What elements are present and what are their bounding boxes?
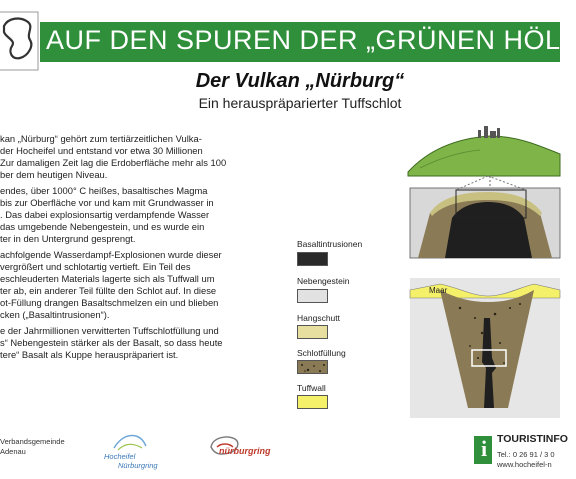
body-line: ter in den Untergrund gesprengt. <box>0 233 136 244</box>
crater-section-illustration <box>410 176 560 258</box>
vg-line-1: Verbandsgemeinde <box>0 437 65 446</box>
legend-swatch-schlotfuellung <box>297 360 328 374</box>
body-line: e der Jahrmillionen verwitterten Tuffschlotfüllung und <box>0 325 219 336</box>
body-line: tere“ Basalt als Kuppe herauspräpariert ist. <box>0 349 179 360</box>
legend-label-schlotfuellung: Schlotfüllung <box>297 348 346 358</box>
volcano-cross-section-diagram <box>400 118 560 418</box>
hocheifel-line-2: Nürburgring <box>118 461 158 470</box>
nuerburgring-wordmark: nürburgring <box>219 446 271 456</box>
body-line: s“ Nebengestein stärker als der Basalt, so dass heute <box>0 337 223 348</box>
touristinfo-website: www.hocheifel-n <box>497 460 552 469</box>
body-line: . Das dabei explosionsartig verdampfende Wasser <box>0 209 210 220</box>
legend-swatch-hangschutt <box>297 325 328 339</box>
body-line: ber dem heutigen Niveau. <box>0 169 108 180</box>
legend-swatch-basaltintrusionen <box>297 252 328 266</box>
info-icon: i <box>481 436 488 461</box>
body-line: das umgebende Nebengestein, und es wurde ein <box>0 221 205 232</box>
body-line: bis zur Oberfläche vor und kam mit Grundwasser in <box>0 197 214 208</box>
body-line: kan „Nürburg“ gehört zum tertiärzeitlichen Vulka- <box>0 133 202 144</box>
hocheifel-line-1: Hocheifel <box>104 452 136 461</box>
body-line: Zur damaligen Zeit lag die Erdoberfläche mehr als 100 <box>0 157 227 168</box>
body-line: ot-Füllung drangen Basaltschmelzen ein und blieben <box>0 297 219 308</box>
body-line: eschleuderten Materials lagerte sich als Tuffwall um <box>0 273 215 284</box>
legend-label-basaltintrusionen: Basaltintrusionen <box>297 239 363 249</box>
banner-title: AUF DEN SPUREN DER „GRÜNEN HÖLL <box>46 25 576 55</box>
body-line: vergrößert und schlotartig vertieft. Ein Teil des <box>0 261 191 272</box>
hocheifel-swoosh-icon <box>112 432 148 452</box>
body-line: der Hocheifel und entstand vor etwa 30 Millionen <box>0 145 203 156</box>
touristinfo-label: TOURISTINFO <box>497 433 568 445</box>
body-line: achfolgende Wasserdampf-Explosionen wurde dieser <box>0 249 222 260</box>
maar-label: Maar <box>429 286 448 295</box>
page-subtitle: Ein herauspräparierter Tuffschlot <box>198 95 402 111</box>
touristinfo-phone: Tel.: 0 26 91 / 3 0 <box>497 450 555 459</box>
legend-label-tuffwall: Tuffwall <box>297 383 326 393</box>
legend-label-nebengestein: Nebengestein <box>297 276 350 286</box>
body-line: cken („Basaltintrusionen“). <box>0 309 110 320</box>
vg-line-2: Adenau <box>0 447 26 456</box>
legend-label-hangschutt: Hangschutt <box>297 313 340 323</box>
legend-swatch-tuffwall <box>297 395 328 409</box>
legend-swatch-nebengestein <box>297 289 328 303</box>
nuerburgring-track-logo <box>0 12 38 70</box>
body-line: endes, über 1000° C heißes, basaltisches Magma <box>0 185 208 196</box>
maar-diatreme-illustration <box>410 278 560 418</box>
body-line: ter ab, ein anderer Teil füllte den Schlot auf. In diese <box>0 285 217 296</box>
page-title: Der Vulkan „Nürburg“ <box>195 70 405 92</box>
hill-with-castle-illustration <box>408 126 560 176</box>
